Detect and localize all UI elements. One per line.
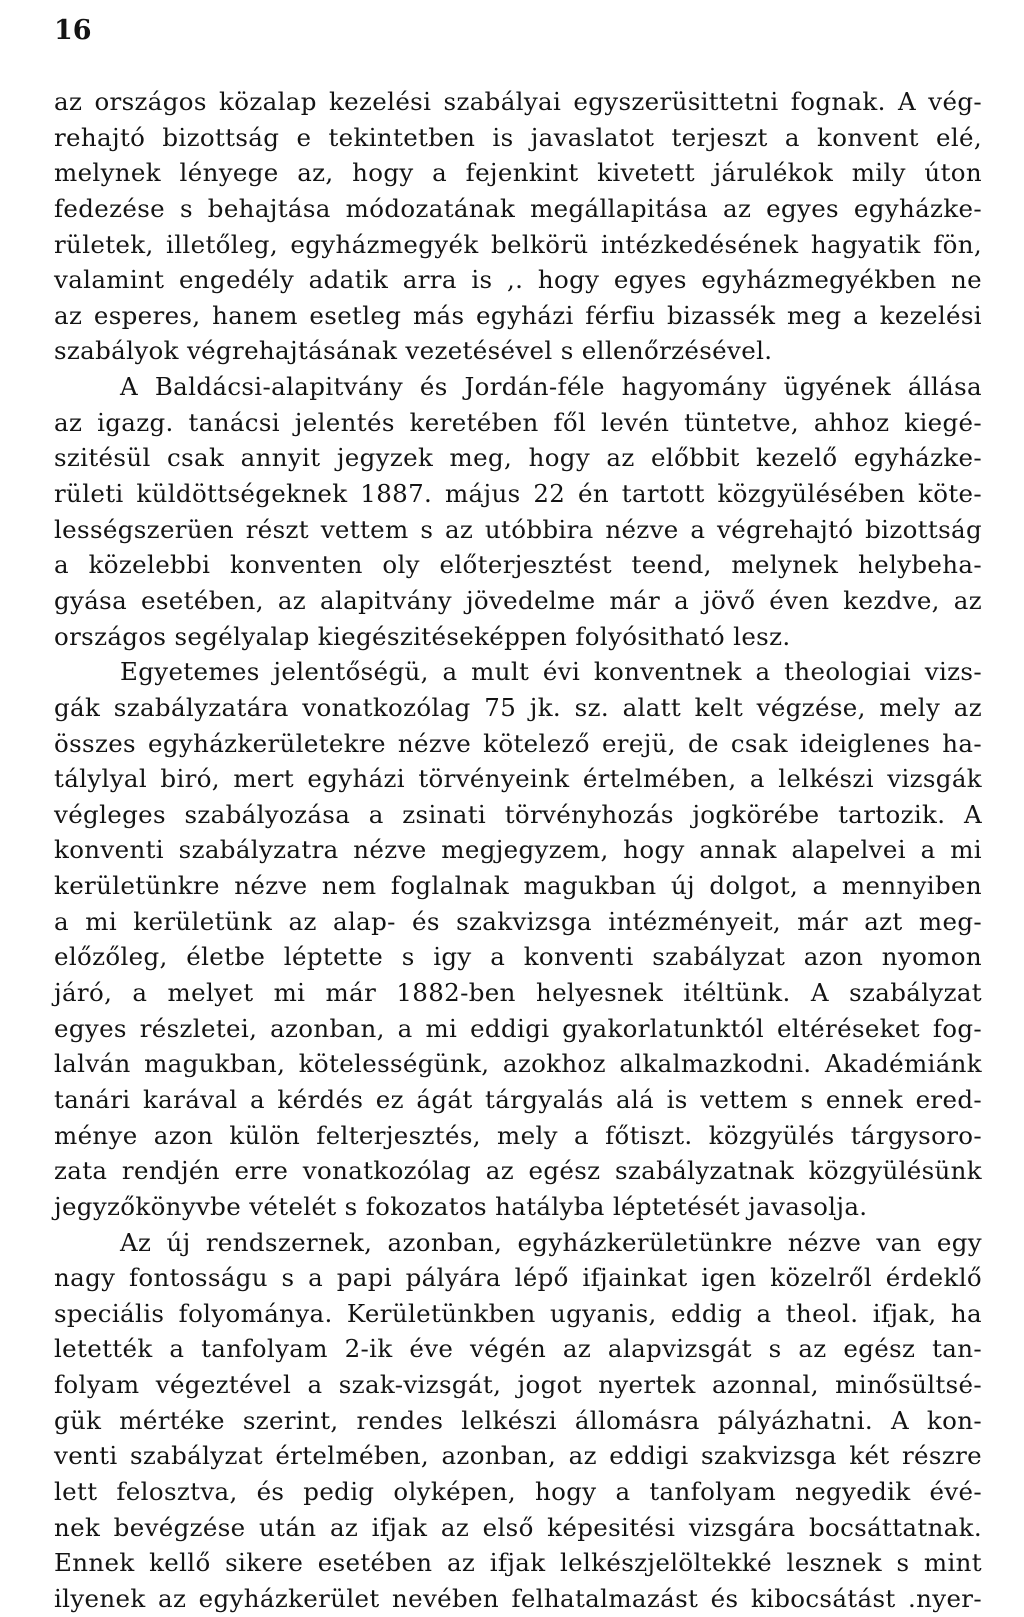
page-number: 16	[54, 15, 92, 46]
text-line: egyes részletei, azonban, a mi eddigi gyakorlatunktól eltéréseket fog-	[54, 1013, 982, 1043]
text-line: rületek, illetőleg, egyházmegyék belkörü intézkedésének hagyatik fön,	[54, 229, 982, 259]
text-line: a mi kerületünk az alap- és szakvizsga intézményeit, már azt meg-	[54, 906, 982, 936]
body-text	[54, 84, 982, 1617]
text-line: tanári karával a kérdés ez ágát tárgyalás alá is vettem s ennek ered-	[54, 1084, 982, 1114]
text-line: országos segélyalap kiegészitéseképpen folyósitható lesz.	[54, 621, 791, 651]
text-line: rületi küldöttségeknek 1887. május 22 én tartott közgyülésében köte-	[54, 479, 982, 509]
text-line: ilyenek az egyházkerület nevében felhatalmazást és kibocsátást .nyer-	[54, 1583, 982, 1613]
text-line: járó, a melyet mi már 1882-ben helyesnek itéltünk. A szabályzat	[54, 978, 982, 1008]
text-line: lességszerüen részt vettem s az utóbbira nézve a végrehajtó bizottság	[54, 514, 982, 544]
text-line: az esperes, hanem esetleg más egyházi férfiu bizassék meg a kezelési	[54, 300, 982, 330]
text-line: ménye azon külön felterjesztés, mely a főtiszt. közgyülés tárgysoro-	[54, 1120, 982, 1150]
text-line: Ennek kellő sikere esetében az ifjak lelkészjelöltekké lesznek s mint	[54, 1548, 982, 1578]
text-line: Az új rendszernek, azonban, egyházkerületünkre nézve van egy	[120, 1227, 982, 1257]
text-line: lett felosztva, és pedig olyképen, hogy a tanfolyam negyedik évé-	[54, 1476, 982, 1506]
text-line: az igazg. tanácsi jelentés keretében fől levén tüntetve, ahhoz kiegé-	[54, 407, 982, 437]
text-line: zata rendjén erre vonatkozólag az egész szabályzatnak közgyülésünk	[54, 1156, 982, 1186]
text-line: kerületünkre nézve nem foglalnak magukban új dolgot, a mennyiben	[54, 871, 982, 901]
text-line: konventi szabályzatra nézve megjegyzem, hogy annak alapelvei a mi	[54, 835, 982, 865]
text-line: előzőleg, életbe léptette s igy a konventi szabályzat azon nyomon	[54, 942, 982, 972]
text-line: tálylyal biró, mert egyházi törvényeink értelmében, a lelkészi vizsgák	[54, 764, 982, 794]
text-line: letették a tanfolyam 2-ik éve végén az alapvizsgát s az egész tan-	[54, 1334, 982, 1364]
text-line: Egyetemes jelentőségü, a mult évi konventnek a theologiai vizs-	[120, 657, 982, 687]
text-line: végleges szabályozása a zsinati törvényhozás jogkörébe tartozik. A	[54, 799, 982, 829]
text-line: a közelebbi konventen oly előterjesztést teend, melynek helybeha-	[54, 550, 982, 580]
text-line: melynek lényege az, hogy a fejenkint kivetett járulékok mily úton	[54, 158, 982, 188]
text-line: gák szabályzatára vonatkozólag 75 jk. sz. alatt kelt végzése, mely az	[54, 692, 982, 722]
text-line: nek bevégzése után az ifjak az első képesitési vizsgára bocsáttatnak.	[54, 1512, 982, 1542]
text-line: rehajtó bizottság e tekintetben is javaslatot terjeszt a konvent elé,	[54, 122, 982, 152]
text-line: szitésül csak annyit jegyzek meg, hogy az előbbit kezelő egyházke-	[54, 443, 982, 473]
text-line: összes egyházkerületekre nézve kötelező erejü, de csak ideiglenes ha-	[54, 728, 982, 758]
text-line: gyása esetében, az alapitvány jövedelme már a jövő éven kezdve, az	[54, 585, 982, 615]
text-line: jegyzőkönyvbe vételét s fokozatos hatályba léptetését javasolja.	[54, 1191, 868, 1221]
text-line: az országos közalap kezelési szabályai egyszerüsittetni fognak. A vég-	[54, 87, 982, 116]
text-line: gük mértéke szerint, rendes lelkészi állomásra pályázhatni. A kon-	[54, 1405, 982, 1435]
text-line: szabályok végrehajtásának vezetésével s ellenőrzésével.	[54, 336, 773, 366]
text-line: lalván magukban, kötelességünk, azokhoz alkalmazkodni. Akadémiánk	[54, 1049, 982, 1079]
text-line: A Baldácsi-alapitvány és Jordán-féle hagyomány ügyének állása	[120, 372, 982, 402]
text-line: venti szabályzat értelmében, azonban, az eddigi szakvizsga két részre	[54, 1441, 982, 1471]
text-line: speciális folyománya. Kerületünkben ugyanis, eddig a theol. ifjak, ha	[54, 1298, 982, 1328]
text-line: valamint engedély adatik arra is ,. hogy egyes egyházmegyékben ne	[54, 265, 982, 295]
text-line: fedezése s behajtása módozatának megállapitása az egyes egyházke-	[54, 193, 982, 223]
text-line: folyam végeztével a szak-vizsgát, jogot nyertek azonnal, minősültsé-	[54, 1370, 982, 1400]
text-line: nagy fontosságu s a papi pályára lépő ifjainkat igen közelről érdeklő	[54, 1263, 982, 1293]
